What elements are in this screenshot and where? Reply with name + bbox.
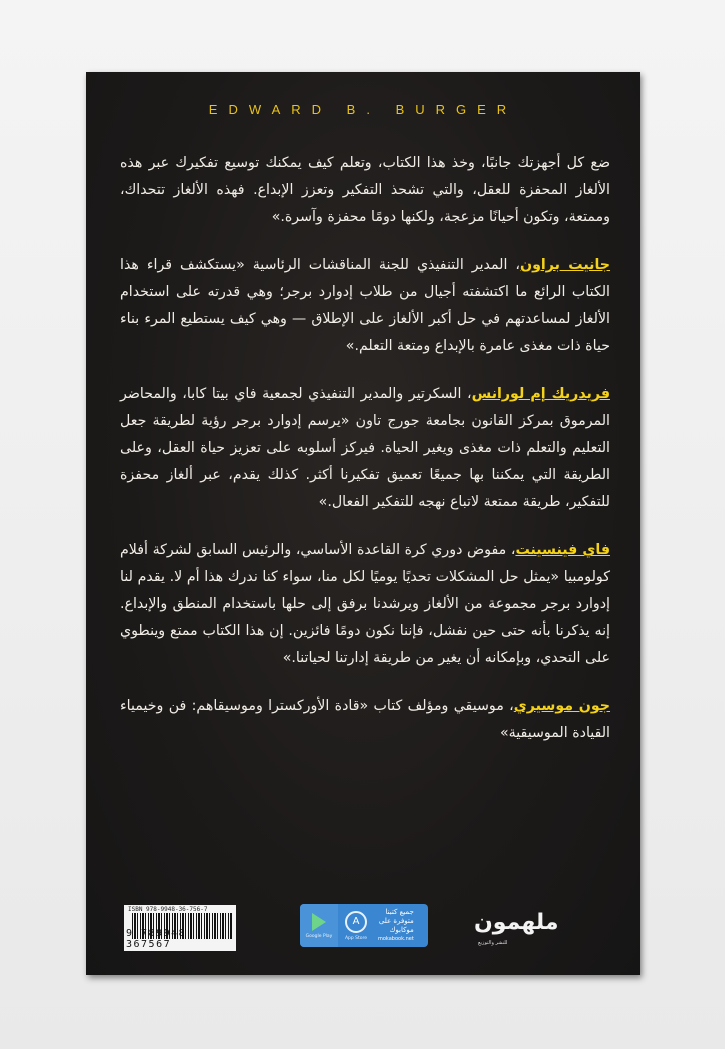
blurb-text: ، مفوض دوري كرة القاعدة الأساسي، والرئيس السابق لشركة أفلام كولومبيا «يمثل حل المشكلات تحديًا يوميًا لكل منا، سواء كنا ندرك هذا أم لا. يقدم لنا إدوارد برجر مجموعة من الألغاز ويرشدنا برفق إلى حلها باستخدام المنطق والإبداع. إنه يذكرنا بأنه حتى حين نفشل، فإننا نكون دومًا فائزين. إن هذا الكتاب ممتع وينطوي على التحدي، وبإمكانه أن يغير من طريقة إدارتنا لحياتنا.» (120, 542, 610, 666)
app-store-icon: A (345, 911, 367, 933)
publisher-logo: ملهمون (474, 910, 559, 935)
app-store-badge (338, 911, 374, 941)
blurb-author: جانيت براون (519, 257, 611, 273)
google-play-badge (300, 904, 338, 947)
blurb-text: ، المدير التنفيذي للجنة المناقشات الرئاسية «يستكشف قراء هذا الكتاب الرائع ما اكتشفته أجيال من طلاب إدوارد برجر؛ وهي قدرته على استخدام الألغاز لمساعدتهم في حل أكبر الألغاز على الإطلاق — وهي كيف يستطيع المرء بناء حياة ذات مغذى عامرة بالإبداع ومتعة التعلم.» (120, 257, 610, 354)
blurb (120, 252, 610, 360)
blurb (120, 693, 610, 747)
blurb-text: ، موسيقي ومؤلف كتاب «قادة الأوركسترا وموسيقاهم: فن وخيمياء القيادة الموسيقية» (120, 698, 610, 741)
blurb (120, 381, 610, 516)
blurb-author: فريدريك إم لورانس (471, 386, 610, 402)
store-badge (300, 904, 428, 947)
barcode (124, 905, 236, 951)
author-name: EDWARD B. BURGER (208, 102, 518, 117)
google-play-label: Google Play (305, 933, 333, 939)
intro-paragraph: ضع كل أجهزتك جانبًا، وخذ هذا الكتاب، وتعلم كيف يمكنك توسيع تفكيرك عبر هذه الألغاز المحفزة للعقل، والتي تشحذ التفكير وتعزز الإبداع. فهذه الألغاز تتحداك، وممتعة، وتكون أحيانًا مزعجة، ولكنها دومًا محفزة وآسرة.» (120, 155, 610, 225)
store-line: متوفرة على (378, 916, 414, 925)
store-text (374, 908, 414, 944)
blurb (120, 537, 610, 672)
barcode-number: 9 789948 367567 (126, 928, 187, 950)
store-line: جميع كتبنا (385, 907, 414, 916)
google-play-icon (312, 913, 326, 931)
blurb-author: جون موسيري (513, 698, 610, 714)
store-url: mokabook.net (378, 935, 414, 942)
publisher-tagline: للنشر والتوزيع (478, 940, 508, 946)
blurb-text: ، السكرتير والمدير التنفيذي لجمعية فاي بيتا كابا، والمحاضر المرموق بمركز القانون بجامعة جورج تاون «يرسم إدوارد برجر رؤية لطريقة جعل التعليم والتعلم ذات مغذى ويغير الحياة. فيركز أسلوبه على تعزيز حياة العقل، وعلى الطريقة التي يمكننا بها جميعًا تعميق تفكيرنا أكثر. كذلك يقدم، عبر ألغاز محفزة للتفكير، طريقة ممتعة لاتباع نهجه للتفكير الفعال.» (120, 386, 610, 510)
isbn-label: ISBN 978-9948-36-756-7 (128, 906, 208, 913)
cover-text (120, 150, 610, 768)
app-store-label: App Store (344, 935, 368, 941)
blurb-author: فاي فينسينت (515, 542, 610, 558)
store-line: موكابوك (389, 925, 414, 934)
book-back-cover (86, 72, 640, 975)
